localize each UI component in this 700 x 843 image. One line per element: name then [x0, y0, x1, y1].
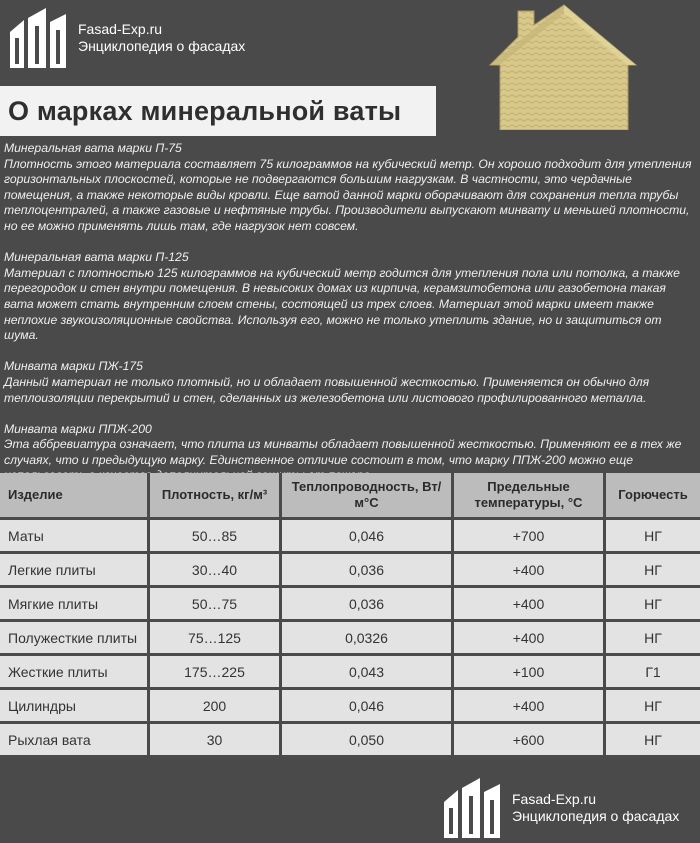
section-heading: Минеральная вата марки П-125: [4, 250, 189, 265]
col-header-conductivity: Теплопроводность, Вт/м°С: [282, 473, 454, 517]
cell-temperature: +600: [454, 724, 606, 755]
table-row: [0, 622, 700, 653]
cell-product: Маты: [0, 520, 150, 551]
cell-temperature: +700: [454, 520, 606, 551]
cell-conductivity: 0,050: [282, 724, 454, 755]
footer-logo-site-name: Fasad-Exp.ru: [512, 791, 597, 807]
footer-logo[interactable]: [440, 776, 679, 840]
section-p75: [4, 141, 692, 235]
cell-flammability: Г1: [606, 656, 700, 687]
table-row: [0, 588, 700, 619]
page-title: О марках минеральной ваты: [8, 95, 402, 126]
cell-density: 30…40: [150, 554, 282, 585]
cell-flammability: НГ: [606, 622, 700, 653]
cell-density: 50…85: [150, 520, 282, 551]
cell-temperature: +400: [454, 554, 606, 585]
site-logo[interactable]: [6, 6, 245, 70]
col-header-temperature: Предельные температуры, °С: [454, 473, 606, 517]
cell-density: 175…225: [150, 656, 282, 687]
cell-temperature: +100: [454, 656, 606, 687]
cell-conductivity: 0,046: [282, 520, 454, 551]
cell-conductivity: 0,043: [282, 656, 454, 687]
cell-product: Мягкие плиты: [0, 588, 150, 619]
section-body: Плотность этого материала составляет 75 килограммов на кубический метр. Он хорошо подходит для утепления горизонтальных плоскостей, которые не подвергаются большим нагрузкам. В частности, это чердачные помещения, а также некоторые виды кровли. Еще ватой данной марки оборачивают для сохранения тепла трубы теплоцентралей, а также газовые и нефтяные трубы. Производители выпускают минвату и меньшей плотности, но ее можно применять лишь там, где нагрузок нет совсем.: [4, 156, 692, 233]
cell-flammability: НГ: [606, 690, 700, 721]
section-body: Данный материал не только плотный, но и обладает повышенной жесткостью. Применяется он обычно для теплоизоляции перекрытий и стен, сделанных из железобетона или листового профилированного металла.: [4, 374, 650, 405]
cell-conductivity: 0,036: [282, 588, 454, 619]
mineral-wool-house-image: [478, 3, 638, 130]
section-pzh175: [4, 359, 692, 406]
cell-product: Легкие плиты: [0, 554, 150, 585]
cell-conductivity: 0,046: [282, 690, 454, 721]
cell-product: Жесткие плиты: [0, 656, 150, 687]
logo-tagline: Энциклопедия о фасадах: [78, 38, 246, 54]
cell-flammability: НГ: [606, 554, 700, 585]
table-row: [0, 690, 700, 721]
table-row: [0, 520, 700, 551]
building-logo-icon: [6, 6, 72, 70]
section-body: Материал с плотностью 125 килограммов на кубический метр годится для утепления пола или потолка, а также перегородок и стен внутри помещения. В невысоких домах из кирпича, керамзитобетона или газобетона такая вата может стать внутренним слоем стены, состоящей из трех слоев. Материал этой марки имеет также неплохие звукоизоляционные свойства. Используя его, можно не только утеплить здание, но и защититься от шума.: [4, 265, 680, 343]
col-header-density: Плотность, кг/м³: [150, 473, 282, 517]
properties-table: [0, 470, 700, 758]
section-heading: Минеральная вата марки П-75: [4, 141, 182, 155]
cell-product: Полужесткие плиты: [0, 622, 150, 653]
section-body: Эта аббревиатура означает, что плита из минваты обладает повышенной жесткостью. Применяют ее в тех же случаях, что и предыдущую марку. Единственное отличие состоит в том, что марку ППЖ-200 можно еще: [4, 437, 682, 467]
article-text: [4, 141, 692, 484]
cell-flammability: НГ: [606, 724, 700, 755]
cell-flammability: НГ: [606, 588, 700, 619]
cell-product: Цилиндры: [0, 690, 150, 721]
footer-logo-tagline: Энциклопедия о фасадах: [512, 808, 680, 824]
cell-density: 30: [150, 724, 282, 755]
section-heading: Минвата марки ППЖ-200: [4, 421, 152, 436]
cell-density: 75…125: [150, 622, 282, 653]
cell-density: 200: [150, 690, 282, 721]
building-logo-icon: [440, 776, 506, 840]
section-p125: [4, 250, 692, 344]
title-bar: [0, 86, 436, 136]
table-row: [0, 656, 700, 687]
cell-temperature: +400: [454, 588, 606, 619]
cell-conductivity: 0,036: [282, 554, 454, 585]
table-row: [0, 724, 700, 755]
cell-temperature: +400: [454, 622, 606, 653]
section-heading: Минвата марки ПЖ-175: [4, 359, 143, 374]
logo-site-name: Fasad-Exp.ru: [78, 21, 163, 37]
cell-product: Рыхлая вата: [0, 724, 150, 755]
cell-density: 50…75: [150, 588, 282, 619]
table-row: [0, 554, 700, 585]
table-header-row: [0, 473, 700, 517]
properties-table-wrapper: [0, 473, 700, 758]
cell-flammability: НГ: [606, 520, 700, 551]
col-header-product: Изделие: [0, 473, 150, 517]
cell-temperature: +400: [454, 690, 606, 721]
cell-conductivity: 0,0326: [282, 622, 454, 653]
col-header-flammability: Горючесть: [606, 473, 700, 517]
